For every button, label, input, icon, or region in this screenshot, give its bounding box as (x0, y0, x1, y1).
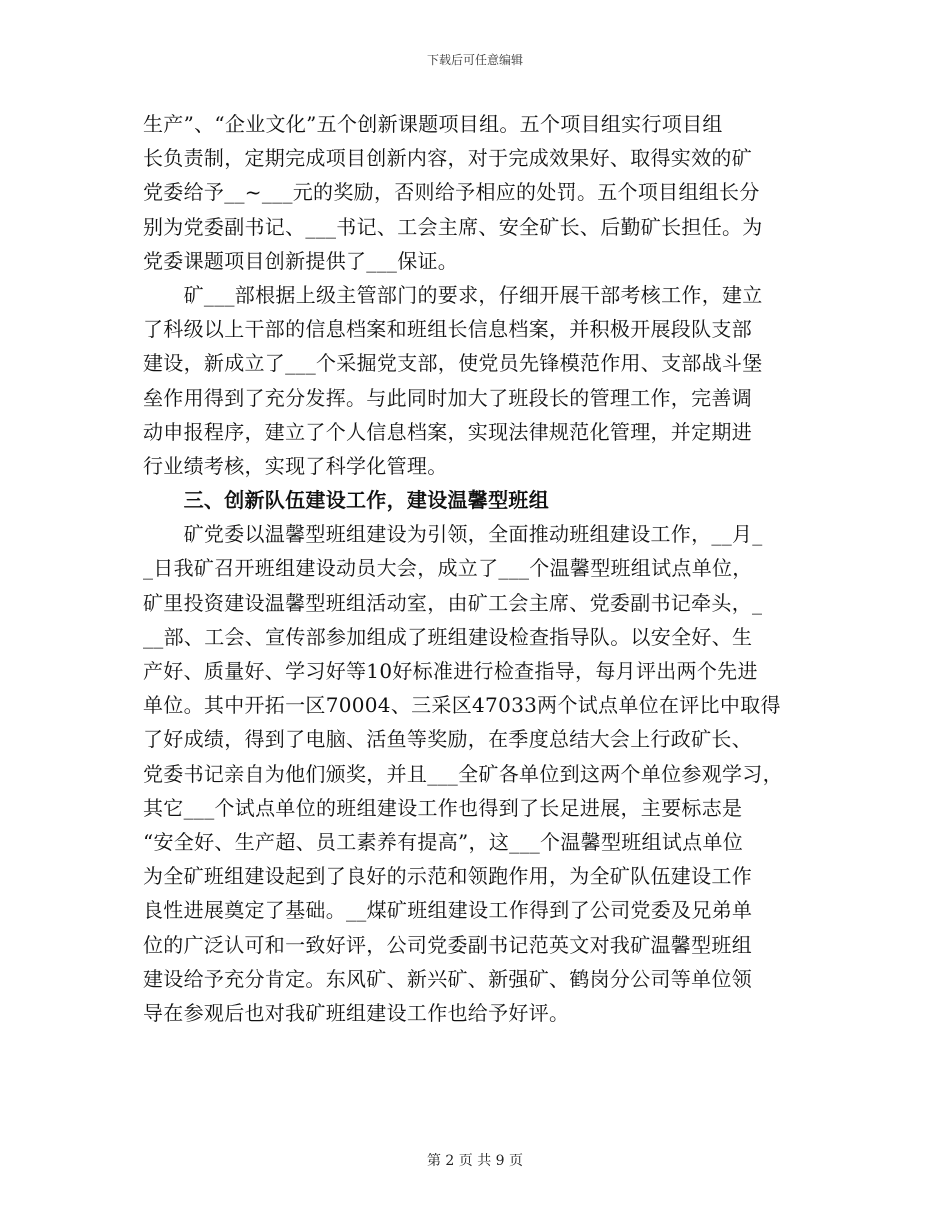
text-line: 动申报程序，建立了个人信息档案，实现法律规范化管理，并定期进 (143, 419, 752, 444)
text-line: 建设，新成立了___个采掘党支部，使党员先锋模范作用、支部战斗堡 (143, 351, 763, 376)
document-body (143, 107, 813, 1030)
section-heading: 三、创新队伍建设工作，建设温馨型班组 (143, 488, 549, 513)
text-line: 长负责制，定期完成项目创新内容，对于完成效果好、取得实效的矿 (143, 146, 752, 171)
page-number: 第 2 页 共 9 页 (426, 1153, 524, 1169)
text-line: 良性进展奠定了基础。__煤矿班组建设工作得到了公司党委及兄弟单 (143, 898, 753, 923)
text-line: 建设给予充分肯定。东风矿、新兴矿、新强矿、鹤岗分公司等单位领 (143, 966, 752, 991)
text-line: 为全矿班组建设起到了良好的示范和领跑作用，为全矿队伍建设工作 (143, 864, 752, 889)
page-header-note: 下载后可任意编辑 (426, 53, 523, 67)
text-line: 矿___部根据上级主管部门的要求，仔细开展干部考核工作，建立 (143, 282, 763, 307)
text-line: _日我矿召开班组建设动员大会，成立了___个温馨型班组试点单位， (143, 556, 753, 581)
text-line: 位的广泛认可和一致好评，公司党委副书记范英文对我矿温馨型班组 (143, 932, 752, 957)
text-line: 其它___个试点单位的班组建设工作也得到了长足进展，主要标志是 (143, 795, 743, 820)
text-line: 生产”、“企业文化”五个创新课题项目组。五个项目组实行项目组 (143, 112, 723, 136)
text-line: 矿党委以温馨型班组建设为引领，全面推动班组建设工作，__月_ (143, 522, 763, 547)
text-line: 别为党委副书记、___书记、工会主席、安全矿长、后勤矿长担任。为 (143, 214, 763, 239)
text-line: 矿里投资建设温馨型班组活动室，由矿工会主席、党委副书记牵头，_ (143, 590, 763, 615)
text-line: 导在参观后也对我矿班组建设工作也给予好评。 (143, 1000, 570, 1025)
text-line: 单位。其中开拓一区70004、三采区47033两个试点单位在评比中取得 (143, 693, 781, 718)
text-line: 党委课题项目创新提供了___保证。 (143, 248, 459, 273)
text-line: __部、工会、宣传部参加组成了班组建设检查指导队。以安全好、生 (143, 624, 753, 649)
text-line: 产好、质量好、学习好等10好标准进行检查指导，每月评出两个先进 (143, 659, 758, 683)
text-line: 行业绩考核，实现了科学化管理。 (143, 453, 448, 478)
text-line: 了好成绩，得到了电脑、活鱼等奖励，在季度总结大会上行政矿长、 (143, 727, 752, 752)
text-line: 党委书记亲自为他们颁奖，并且___全矿各单位到这两个单位参观学习， (143, 761, 783, 786)
text-line: “安全好、生产超、员工素养有提高”，这___个温馨型班组试点单位 (143, 829, 744, 854)
text-line: 垒作用得到了充分发挥。与此同时加大了班段长的管理工作，完善调 (143, 385, 752, 410)
text-line: 党委给予__~___元的奖励，否则给予相应的处罚。五个项目组组长分 (143, 180, 760, 205)
text-line: 了科级以上干部的信息档案和班组长信息档案，并积极开展段队支部 (143, 317, 752, 342)
